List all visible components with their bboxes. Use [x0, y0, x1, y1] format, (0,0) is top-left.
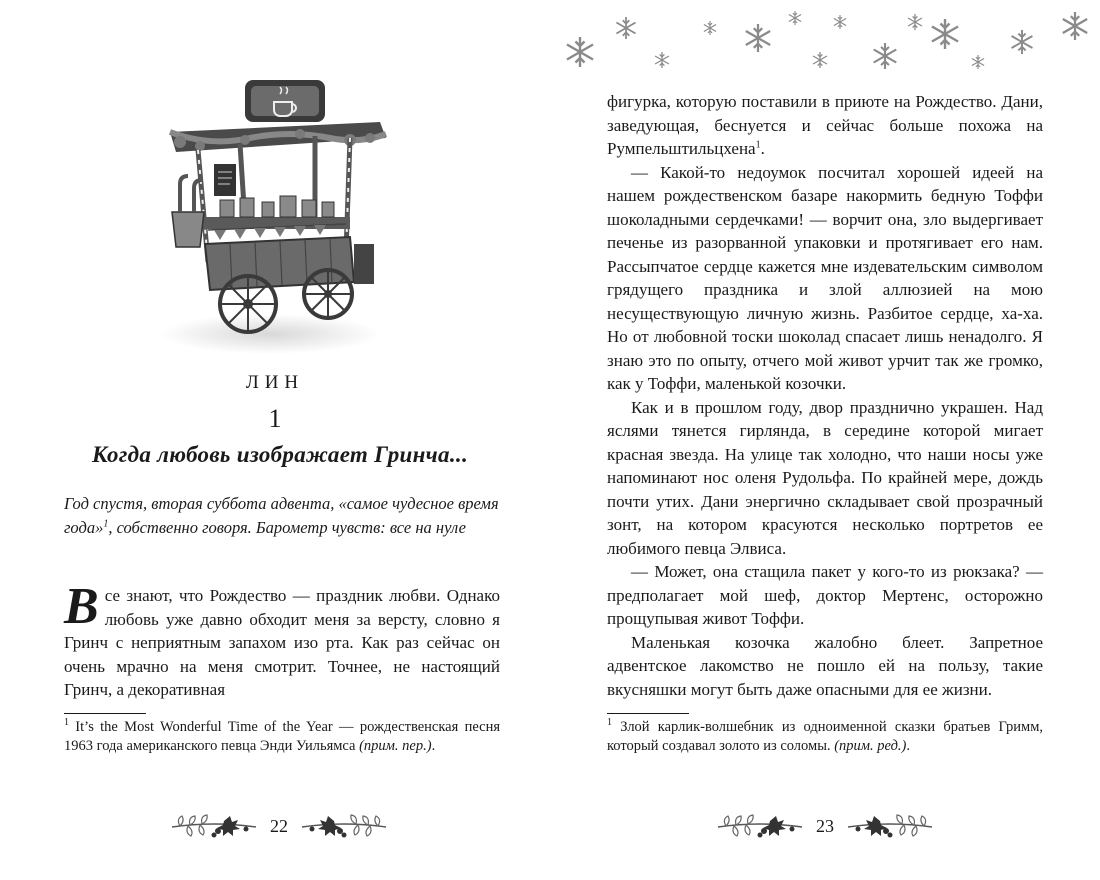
footnote-separator	[607, 713, 689, 714]
chapter-number: 1	[268, 404, 282, 433]
footnote-text: Злой карлик-волшебник из одноименной сказки братьев Гримм, который создавал золото из соломы.	[607, 719, 1043, 754]
paragraph-end: .	[760, 139, 765, 158]
paragraph: Как и в прошлом году, двор празднично украшен. Над яслями тянется гирлянда, в середине которой мигает красная звезда. На улице так холодно, что наши носы уже напоминают нос оленя Рудольфа. По крайней мере, дождь почти утих. Дани энергично складывает свой прозрачный зонт, на котором красуются несколько портретов ее любимого певца Элвиса.	[607, 397, 1043, 558]
body-text-right	[607, 90, 1043, 701]
chapter-author-label: ЛИН	[245, 372, 305, 393]
christmas-cocoa-cart-illustration	[150, 72, 395, 357]
opening-paragraph	[64, 578, 500, 702]
chapter-title: Когда любовь изображает Гринча...	[92, 442, 468, 467]
paragraph-text: фигурка, которую поставили в приюте на Рождество. Дани, заведующая, беснуется и сейчас больше похожа на Румпельштильцхена	[607, 92, 1043, 158]
page-number-left: 22	[270, 815, 288, 836]
footnote-translator-note: (прим. пер.)	[359, 738, 432, 754]
holly-sprig-icon	[714, 811, 806, 841]
holly-sprig-icon	[168, 811, 260, 841]
paragraph: — Может, она стащила пакет у кого-то из рюкзака? — предполагает мой шеф, доктор Мертенс, осторожно прощупывая живот Тоффи.	[607, 562, 1043, 628]
holly-sprig-icon	[298, 811, 390, 841]
footnote-marker: 1	[607, 717, 612, 729]
page-footer-left	[168, 806, 390, 846]
snowflake-icon	[550, 0, 1100, 95]
footnote-text: It’s the Most Wonderful Time of the Year — рождественская песня 1963 года американского певца Энди Уильямса	[64, 719, 500, 754]
footnote-separator	[64, 713, 146, 714]
paragraph	[607, 90, 1043, 161]
paragraph: Маленькая козочка жалобно блеет. Запретное адвентское лакомство не пошло ей на пользу, такие вкусняшки могут быть даже опасными для ее жизни.	[607, 632, 1043, 699]
drop-cap: В	[64, 578, 99, 635]
footnote-reference: 1	[103, 518, 109, 529]
footnote-left	[64, 718, 500, 756]
footnote-editor-note: (прим. ред.)	[834, 738, 907, 754]
page-number-right: 23	[816, 815, 834, 836]
right-page	[550, 0, 1100, 880]
chapter-epigraph	[64, 492, 500, 539]
footnote-right	[607, 718, 1043, 756]
footnote-end: .	[906, 738, 911, 754]
paragraph: — Какой-то недоумок посчитал хорошей идеей на нашем рождественском базаре накормить бедную Тоффи шоколадными сердечками! — ворчит она, зло выдергивает печенье из разорванной упаковки и протягивает его нам. Рассыпчатое сердце кажется мне издевательским символом грядущего праздника и злой аллюзией на мою несуществующую личную жизнь. Разбитое сердце, ха-ха. Но от любовной тоски шоколад спасает лишь ненадолго. Я знаю это по опыту, отчего мой живот урчит так же громко, как у Тоффи, маленькой козочки.	[607, 162, 1043, 393]
opening-paragraph-text: се знают, что Рождество — праздник любви. Однако любовь уже давно обходит меня за версту, словно я Гринч с неприятным запахом изо рта. Как раз сейчас он очень мрачно на меня смотрит. Точнее, не настоящий Гринч, а декоративная	[64, 586, 500, 699]
page-footer-right	[714, 806, 936, 846]
epigraph-text-part1: Год спустя, вторая суббота адвента, «самое чудесное время года»	[64, 494, 499, 537]
footnote-end: .	[431, 738, 436, 754]
body-text-left	[64, 578, 500, 702]
holly-sprig-icon	[844, 811, 936, 841]
footnote-marker: 1	[64, 717, 69, 729]
epigraph-text-part2: , собственно говоря. Барометр чувств: все на нуле	[108, 517, 466, 537]
footnote-reference: 1	[755, 139, 761, 151]
